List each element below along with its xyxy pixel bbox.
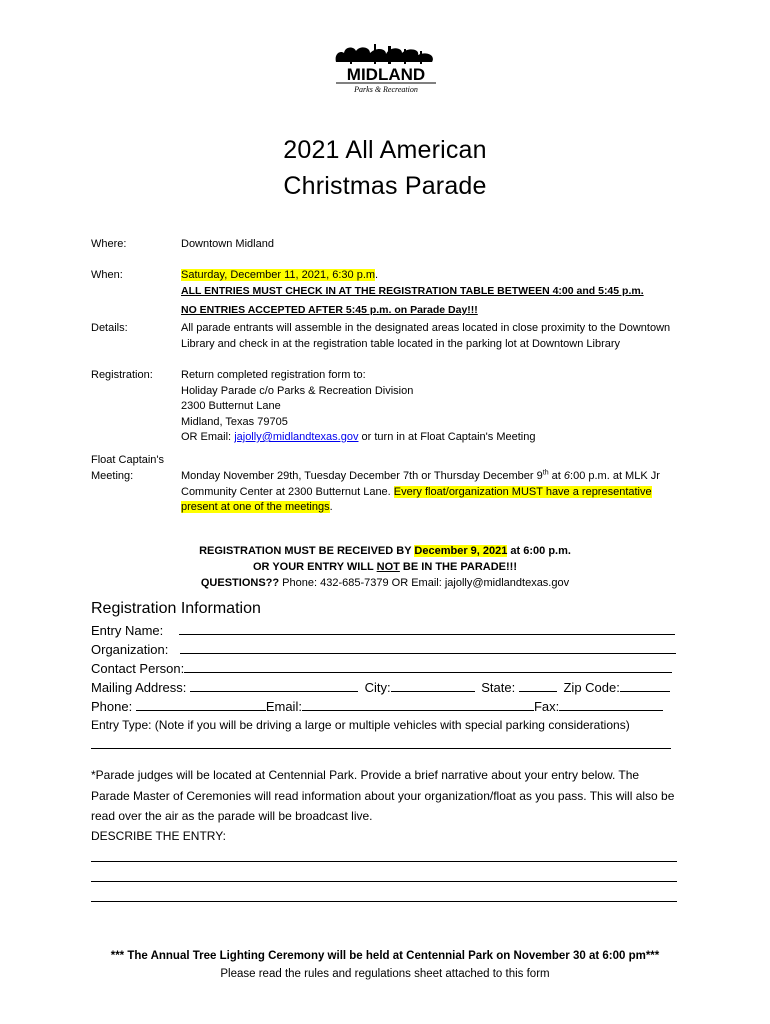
entry-type-label: Entry Type: (Note if you will be driving a large or multiple vehicles with special parking considerations) bbox=[91, 718, 630, 732]
float-meeting-value: Monday November 29th, Tuesday December 7th or Thursday December 9th at 6:00 p.m. at MLK Jr Community Center at 2300 Butternut Lane. Every float/organization MUST have a representative present at one of the meetings. bbox=[181, 469, 660, 513]
entry-warning: OR YOUR ENTRY WILL NOT BE IN THE PARADE!!! bbox=[252, 561, 518, 573]
describe-line-1[interactable] bbox=[91, 861, 677, 862]
state-field[interactable] bbox=[519, 679, 557, 692]
describe-line-2[interactable] bbox=[91, 881, 677, 882]
float-captain-label: Float Captain's Meeting: bbox=[91, 454, 165, 482]
questions-contact: QUESTIONS?? Phone: 432-685-7379 OR Email: jajolly@midlandtexas.gov bbox=[200, 577, 570, 589]
describe-entry-label: DESCRIBE THE ENTRY: bbox=[91, 829, 226, 843]
deadline-notice: REGISTRATION MUST BE RECEIVED BY December 9, 2021 at 6:00 p.m. bbox=[199, 545, 571, 557]
rules-notice: Please read the rules and regulations sheet attached to this form bbox=[220, 968, 550, 980]
narrative-instructions: *Parade judges will be located at Centennial Park. Provide a brief narrative about your entry below. The Parade Master of Ceremonies will read information about your organization/float as you pass. This will also be read over the air as the parade will be broadcast live. bbox=[91, 768, 675, 823]
title-line-2: Christmas Parade bbox=[283, 172, 487, 200]
entry-type-field[interactable] bbox=[91, 748, 671, 749]
registration-info-heading: Registration Information bbox=[91, 600, 261, 617]
svg-text:MIDLAND: MIDLAND bbox=[346, 65, 426, 84]
midland-parks-logo bbox=[330, 42, 442, 96]
contact-person-field[interactable] bbox=[184, 660, 672, 673]
parade-date-highlight: Saturday, December 11, 2021, 6:30 p.m bbox=[181, 269, 376, 281]
details-label: Details: bbox=[91, 322, 128, 334]
phone-email-fax-row: Phone: Email: Fax: bbox=[91, 697, 681, 716]
registration-label: Registration: bbox=[91, 369, 153, 381]
where-value: Downtown Midland bbox=[181, 238, 274, 250]
entry-name-field[interactable] bbox=[179, 622, 675, 635]
deadline-date-highlight: December 9, 2021 bbox=[414, 545, 508, 557]
organization-row: Organization: bbox=[91, 640, 681, 659]
zip-code-field[interactable] bbox=[620, 679, 670, 692]
mailing-address-row: Mailing Address: City: State: Zip Code: bbox=[91, 678, 681, 697]
email-field[interactable] bbox=[302, 698, 534, 711]
svg-text:Parks & Recreation: Parks & Recreation bbox=[354, 85, 418, 94]
mailing-address-field[interactable] bbox=[190, 679, 358, 692]
checkin-notice: ALL ENTRIES MUST CHECK IN AT THE REGISTRATION TABLE BETWEEN 4:00 and 5:45 p.m. bbox=[181, 285, 644, 297]
when-label: When: bbox=[91, 269, 123, 281]
registration-email-link[interactable]: jajolly@midlandtexas.gov bbox=[234, 431, 359, 443]
details-value: All parade entrants will assemble in the designated areas located in close proximity to the Downtown Library and check in at the registration table located in the parking lot at Downtown Library bbox=[181, 322, 671, 350]
tree-lighting-notice: *** The Annual Tree Lighting Ceremony will be held at Centennial Park on November 30 at 6:00 pm*** bbox=[110, 950, 660, 962]
organization-field[interactable] bbox=[180, 641, 676, 654]
city-field[interactable] bbox=[391, 679, 475, 692]
phone-field[interactable] bbox=[136, 698, 266, 711]
where-label: Where: bbox=[91, 238, 127, 250]
no-entries-notice: NO ENTRIES ACCEPTED AFTER 5:45 p.m. on Parade Day!!! bbox=[181, 304, 478, 316]
representative-highlight: Every float/organization MUST have a representative present at one of the meetings bbox=[181, 485, 652, 513]
contact-person-row: Contact Person: bbox=[91, 659, 681, 678]
entry-name-row: Entry Name: bbox=[91, 621, 681, 640]
fax-field[interactable] bbox=[559, 698, 663, 711]
registration-address: Return completed registration form to: Holiday Parade c/o Parks & Recreation Division 2300 Butternut Lane Midland, Texas 79705 OR Email: jajolly@midlandtexas.gov or turn in at Float Captain's Meeting bbox=[181, 368, 681, 446]
title-line-1: 2021 All American bbox=[283, 136, 487, 164]
describe-line-3[interactable] bbox=[91, 901, 677, 902]
registration-email-line: OR Email: jajolly@midlandtexas.gov or turn in at Float Captain's Meeting bbox=[181, 431, 536, 443]
when-value: Saturday, December 11, 2021, 6:30 p.m. bbox=[181, 269, 379, 281]
